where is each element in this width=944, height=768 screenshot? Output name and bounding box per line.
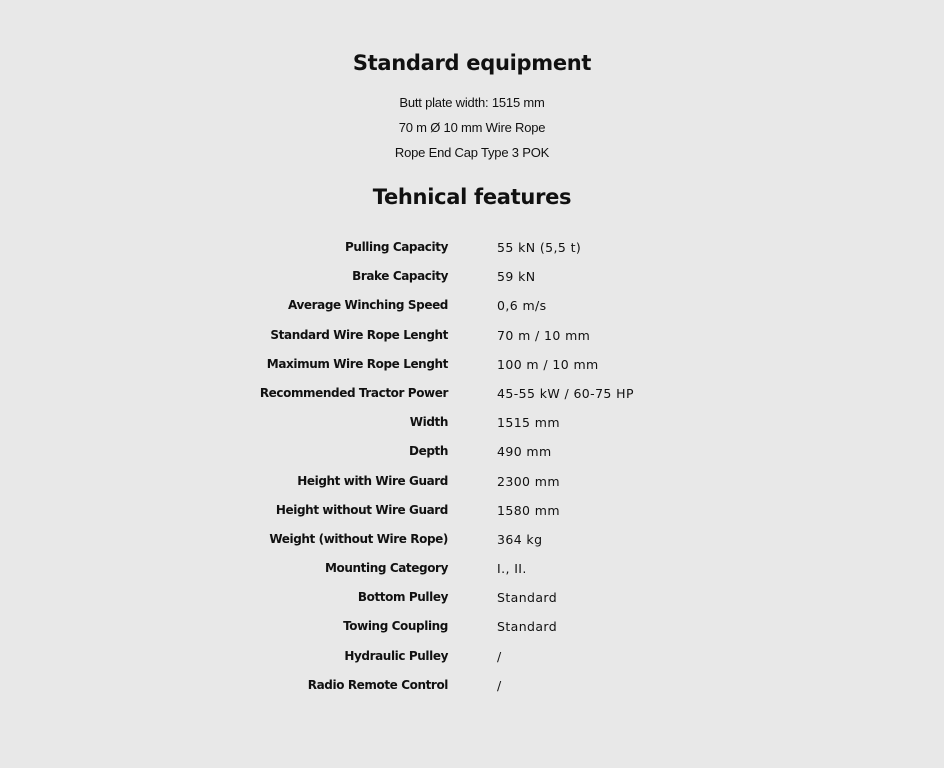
- spec-row: [0, 328, 944, 357]
- spec-value: 55 kN (5,5 t): [497, 240, 582, 255]
- spec-row: [0, 561, 944, 590]
- technical-features-table: [0, 240, 944, 707]
- spec-value: 490 mm: [497, 444, 552, 460]
- spec-row: [0, 474, 944, 503]
- spec-row: [0, 649, 944, 678]
- spec-label: Towing Coupling: [343, 619, 448, 634]
- spec-value: 59 kN: [497, 269, 536, 285]
- spec-row: [0, 444, 944, 473]
- spec-label: Standard Wire Rope Lenght: [270, 327, 448, 342]
- spec-label: Hydraulic Pulley: [344, 648, 448, 663]
- spec-row: [0, 269, 944, 298]
- spec-value: I., II.: [497, 561, 527, 577]
- standard-equipment-title: Standard equipment: [352, 51, 592, 75]
- spec-row: [0, 357, 944, 386]
- spec-value: 0,6 m/s: [497, 298, 547, 314]
- spec-row: [0, 590, 944, 619]
- spec-row: [0, 532, 944, 561]
- spec-label: Bottom Pulley: [357, 590, 448, 605]
- spec-label: Weight (without Wire Rope): [269, 531, 448, 546]
- spec-row: [0, 415, 944, 444]
- spec-row: [0, 678, 944, 707]
- spec-row: [0, 503, 944, 532]
- spec-label: Pulling Capacity: [345, 240, 448, 254]
- spec-value: 1515 mm: [497, 415, 560, 431]
- spec-label: Height with Wire Guard: [297, 473, 448, 488]
- spec-value: 1580 mm: [497, 502, 560, 518]
- spec-value: 364 kg: [497, 531, 543, 547]
- spec-row: [0, 386, 944, 415]
- spec-value: /: [497, 648, 502, 664]
- spec-label: Average Winching Speed: [287, 298, 448, 313]
- spec-value: 100 m / 10 mm: [497, 356, 599, 372]
- spec-label: Depth: [409, 444, 448, 459]
- spec-value: 2300 mm: [497, 473, 560, 489]
- equipment-item: Rope End Cap Type 3 POK: [394, 145, 550, 160]
- spec-label: Brake Capacity: [352, 269, 448, 284]
- spec-label: Mounting Category: [325, 561, 448, 576]
- spec-value: Standard: [497, 590, 558, 606]
- spec-label: Maximum Wire Rope Lenght: [266, 356, 448, 371]
- spec-label: Recommended Tractor Power: [259, 385, 448, 400]
- spec-value: 70 m / 10 mm: [497, 327, 591, 343]
- spec-label: Radio Remote Control: [307, 677, 448, 692]
- spec-value: Standard: [497, 619, 558, 635]
- standard-equipment-list: [0, 93, 944, 168]
- spec-row: [0, 298, 944, 327]
- spec-label: Width: [409, 415, 448, 430]
- spec-label: Height without Wire Guard: [275, 502, 448, 517]
- spec-value: 45-55 kW / 60-75 HP: [497, 385, 634, 401]
- spec-row: [0, 619, 944, 648]
- spec-value: /: [497, 677, 502, 693]
- equipment-item: 70 m Ø 10 mm Wire Rope: [398, 120, 546, 135]
- equipment-item: Butt plate width: 1515 mm: [399, 95, 545, 110]
- technical-features-title: Tehnical features: [372, 185, 572, 209]
- spec-row: [0, 240, 944, 269]
